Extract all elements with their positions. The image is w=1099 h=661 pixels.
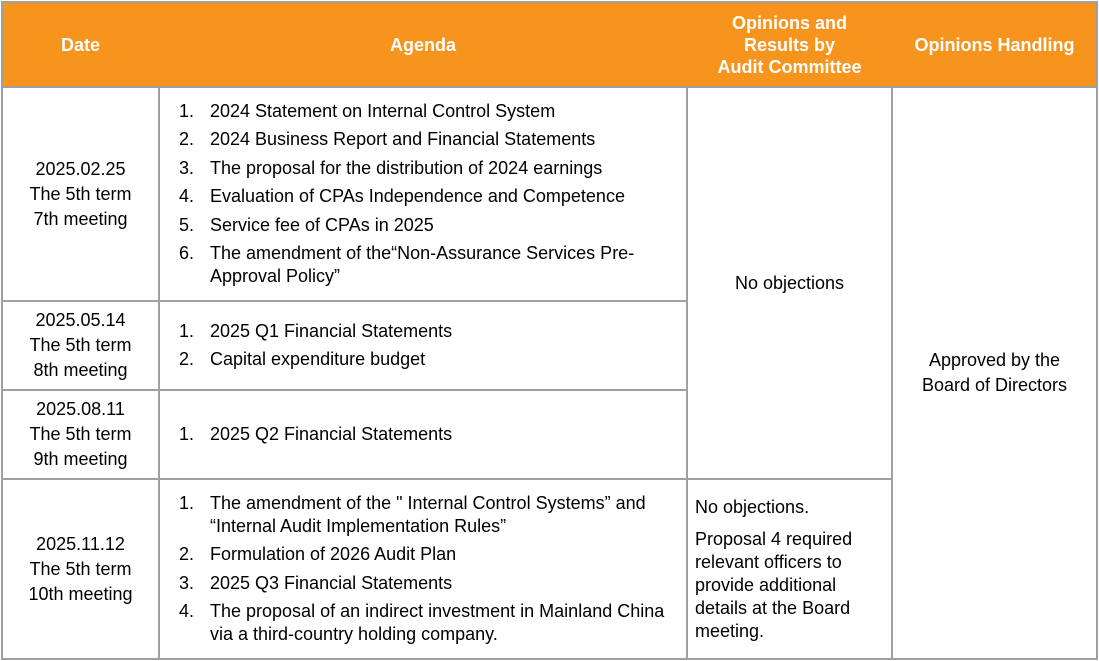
border-col3 [891, 87, 893, 660]
meeting-number: 10th meeting [28, 583, 133, 604]
agenda-item-number: 1. [179, 320, 195, 341]
header-date [2, 2, 159, 87]
agenda-item-text: 2024 Business Report and Financial Statements [210, 129, 596, 150]
agenda-item-text: Service fee of CPAs in 2025 [210, 214, 434, 235]
agenda-item-number: 6. [179, 243, 195, 264]
meeting-date: 2025.02.25 [35, 158, 126, 179]
border-row2 [1, 389, 688, 391]
agenda-cell [159, 390, 687, 479]
agenda-item-text: The amendment of the“Non-Assurance Services Pre-Approval Policy” [210, 243, 635, 287]
agenda-item-number: 3. [179, 157, 195, 178]
agenda-item [179, 185, 681, 208]
agenda-item [179, 157, 681, 180]
agenda-list [179, 320, 681, 372]
meeting-term: The 5th term [29, 183, 132, 204]
agenda-item-number: 2. [179, 544, 195, 565]
agenda-item [179, 100, 681, 123]
agenda-cell [159, 301, 687, 390]
header-date-label: Date [60, 34, 100, 55]
opinions-merged-cell [687, 87, 892, 479]
agenda-item [179, 242, 681, 288]
border-bottom [1, 658, 1098, 660]
opinions-last-line1: No objections. [695, 496, 810, 517]
agenda-item-text: 2025 Q2 Financial Statements [210, 424, 453, 444]
meeting-term: The 5th term [29, 424, 132, 444]
agenda-cell [159, 87, 687, 301]
agenda-item [179, 128, 681, 151]
opinions-last-cell [687, 479, 892, 659]
header-agenda-label: Agenda [389, 34, 456, 55]
agenda-cell [159, 479, 687, 659]
agenda-item-number: 1. [179, 424, 195, 444]
agenda-item-text: 2025 Q1 Financial Statements [210, 320, 453, 341]
border-col1 [158, 87, 160, 660]
meeting-date-cell [2, 390, 159, 479]
agenda-list [179, 100, 681, 289]
agenda-item-text: Evaluation of CPAs Independence and Competence [210, 186, 625, 207]
agenda-list [179, 492, 681, 647]
meeting-number: 7th meeting [33, 208, 128, 229]
header-opinions-line2: Results by [743, 34, 836, 55]
meeting-date-cell [2, 301, 159, 390]
meeting-term: The 5th term [29, 335, 132, 355]
agenda-list [179, 423, 681, 446]
agenda-item [179, 320, 681, 343]
agenda-item-number: 5. [179, 214, 195, 235]
agenda-item-text: 2025 Q3 Financial Statements [210, 572, 453, 593]
agenda-item-number: 3. [179, 572, 195, 593]
agenda-item-text: Formulation of 2026 Audit Plan [210, 544, 457, 565]
agenda-item [179, 543, 681, 566]
agenda-item [179, 423, 681, 446]
agenda-item [179, 600, 681, 646]
handling-merged-cell [892, 87, 1097, 659]
meeting-date-cell [2, 479, 159, 659]
agenda-item-text: 2024 Statement on Internal Control System [210, 100, 556, 121]
border-row1 [1, 300, 688, 302]
agenda-item-text: The amendment of the " Internal Control Systems” and “Internal Audit Implementation Rules” [210, 492, 646, 536]
meeting-date: 2025.05.14 [35, 310, 126, 330]
agenda-item [179, 572, 681, 595]
border-top [1, 1, 1098, 3]
meeting-term: The 5th term [29, 558, 132, 579]
agenda-item-number: 2. [179, 129, 195, 150]
header-opinions-line1: Opinions and [732, 12, 847, 33]
border-col2 [686, 87, 688, 660]
agenda-item-text: The proposal for the distribution of 2024 earnings [210, 157, 603, 178]
opinions-text: No objections [734, 272, 845, 293]
agenda-item-text: The proposal of an indirect investment in Mainland China via a third-country holding company. [210, 601, 665, 645]
meeting-number: 8th meeting [33, 360, 128, 380]
agenda-item-number: 1. [179, 492, 195, 513]
agenda-item-number: 1. [179, 100, 195, 121]
agenda-item-text: Capital expenditure budget [210, 349, 426, 370]
meeting-date: 2025.11.12 [36, 533, 125, 554]
agenda-item [179, 214, 681, 237]
header-opinions [687, 2, 892, 87]
meeting-date-cell [2, 87, 159, 301]
agenda-item-number: 4. [179, 601, 195, 622]
header-handling-label: Opinions Handling [914, 34, 1075, 55]
border-header-bottom [1, 86, 1098, 88]
agenda-item-number: 2. [179, 349, 195, 370]
border-row3 [1, 478, 893, 480]
border-right [1096, 1, 1098, 660]
header-handling [892, 2, 1097, 87]
meeting-date: 2025.08.11 [36, 399, 125, 419]
header-agenda [159, 2, 687, 87]
agenda-item [179, 348, 681, 371]
border-left [1, 1, 3, 660]
agenda-item-number: 4. [179, 186, 195, 207]
header-opinions-line3: Audit Committee [717, 56, 862, 77]
opinions-last-line2: Proposal 4 required relevant officers to provide additional details at the Board meeting. [695, 528, 853, 641]
meeting-number: 9th meeting [33, 449, 128, 469]
handling-line1: Approved by the [928, 350, 1061, 370]
handling-line2: Board of Directors [921, 375, 1068, 395]
agenda-item [179, 492, 681, 538]
